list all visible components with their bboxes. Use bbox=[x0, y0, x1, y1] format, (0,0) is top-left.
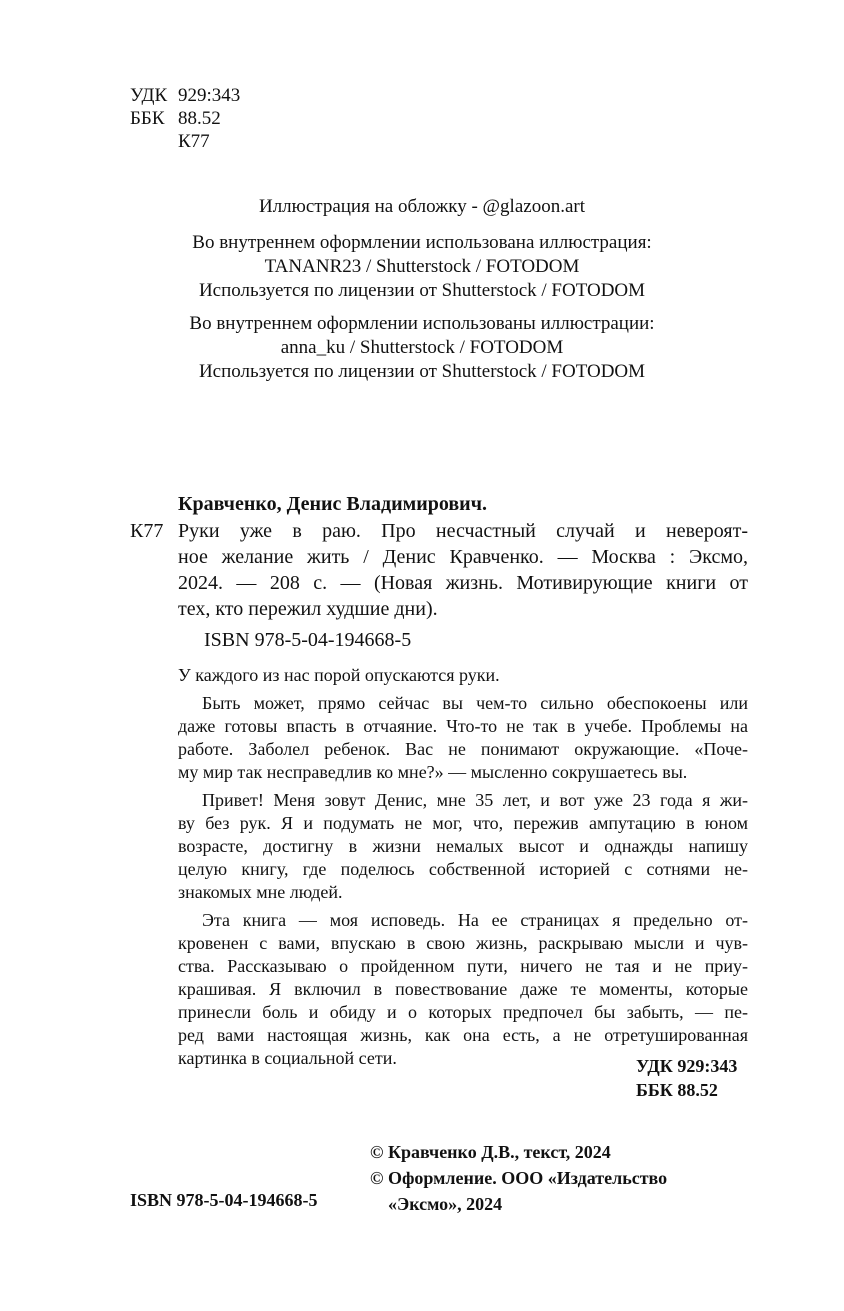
credit-line: Используется по лицензии от Shutterstock / FOTODOM bbox=[198, 280, 646, 301]
credit-line: TANANR23 / Shutterstock / FOTODOM bbox=[264, 256, 580, 277]
bbk-row bbox=[130, 107, 240, 130]
annotation-line: знакомых мне людей. bbox=[178, 882, 343, 902]
credit-line: Используется по лицензии от Shutterstock / FOTODOM bbox=[198, 361, 646, 382]
annotation-line: даже готовы впасть в отчаяние. Что-то не так в учебе. Проблемы на bbox=[178, 716, 748, 736]
annotation-line: Быть может, прямо сейчас вы чем-то сильно обеспокоены или bbox=[202, 693, 748, 713]
footer-isbn: ISBN 978-5-04-194668-5 bbox=[130, 1190, 318, 1210]
bbk-label: ББК bbox=[130, 108, 165, 129]
annotation-line: Привет! Меня зовут Денис, мне 35 лет, и вот уже 23 года я жи- bbox=[202, 790, 748, 810]
bibliographic-description bbox=[178, 518, 748, 622]
annotation-line: принесли боль и обиду и о которых предпочел бы забыть, — пе- bbox=[178, 1002, 748, 1022]
udk-value: 929:343 bbox=[178, 85, 241, 106]
copyright-design: © Оформление. ООО «Издательство bbox=[370, 1168, 668, 1188]
copyright-block bbox=[370, 1139, 667, 1217]
footer-udk: УДК 929:343 bbox=[636, 1056, 738, 1076]
annotation-line: картинка в социальной сети. bbox=[178, 1048, 397, 1068]
author-heading: Кравченко, Денис Владимирович. bbox=[178, 493, 487, 515]
annotation-line: кровенен с вами, впускаю в свою жизнь, раскрываю мысли и чув- bbox=[178, 933, 748, 953]
annotation-line: крашивая. Я включил в повествование даже те моменты, которые bbox=[178, 979, 748, 999]
author-sign-code: К77 bbox=[130, 520, 164, 542]
footer-bbk: ББК 88.52 bbox=[636, 1080, 718, 1100]
annotation-line: У каждого из нас порой опускаются руки. bbox=[178, 665, 500, 685]
annotation-line: ства. Рассказываю о пройденном пути, ничего не тая и не приу- bbox=[178, 956, 748, 976]
annotation-line: возрасте, достигну в жизни немалых высот и однажды напишу bbox=[178, 836, 748, 856]
bbk-value: 88.52 bbox=[178, 108, 221, 129]
credit-line: anna_ku / Shutterstock / FOTODOM bbox=[280, 337, 564, 358]
footer-classification bbox=[636, 1054, 737, 1102]
annotation-line: ред вами настоящая жизнь, как она есть, а не отретушированная bbox=[178, 1025, 748, 1045]
credit-line: Во внутреннем оформлении использованы иллюстрации: bbox=[189, 313, 655, 334]
credit-block-1 bbox=[0, 231, 844, 303]
bib-line: ное желание жить / Денис Кравченко. — Москва : Эксмо, bbox=[178, 546, 748, 568]
cover-credit bbox=[0, 195, 844, 219]
copyright-design-cont: «Эксмо», 2024 bbox=[388, 1194, 503, 1214]
cover-credit-line: Иллюстрация на обложку - @glazoon.art bbox=[258, 196, 585, 217]
credit-block-2 bbox=[0, 312, 844, 384]
annotation-line: му мир так несправедлив ко мне?» — мысленно сокрушаетесь вы. bbox=[178, 762, 688, 782]
annotation-line: Эта книга — моя исповедь. На ее страницах я предельно от- bbox=[202, 910, 748, 930]
author-sign: К77 bbox=[178, 131, 210, 152]
annotation-line: ву без рук. Я и подумать не мог, что, пережив ампутацию в юном bbox=[178, 813, 748, 833]
credit-line: Во внутреннем оформлении использована иллюстрация: bbox=[192, 232, 652, 253]
isbn-record: ISBN 978-5-04-194668-5 bbox=[204, 629, 412, 651]
classification-block bbox=[130, 84, 240, 153]
annotation-line: целую книгу, где поделюсь собственной историей с сотнями не- bbox=[178, 859, 748, 879]
bib-line: Руки уже в раю. Про несчастный случай и невероят- bbox=[178, 520, 748, 542]
author-sign-row bbox=[130, 130, 240, 153]
udk-label: УДК bbox=[130, 85, 168, 106]
udk-row bbox=[130, 84, 240, 107]
annotation bbox=[178, 664, 748, 1070]
annotation-line: работе. Заболел ребенок. Вас не понимают окружающие. «Поче- bbox=[178, 739, 748, 759]
bib-line: тех, кто пережил худшие дни). bbox=[178, 598, 438, 620]
copyright-text: © Кравченко Д.В., текст, 2024 bbox=[370, 1142, 611, 1162]
bib-line: 2024. — 208 с. — (Новая жизнь. Мотивирующие книги от bbox=[178, 572, 748, 594]
